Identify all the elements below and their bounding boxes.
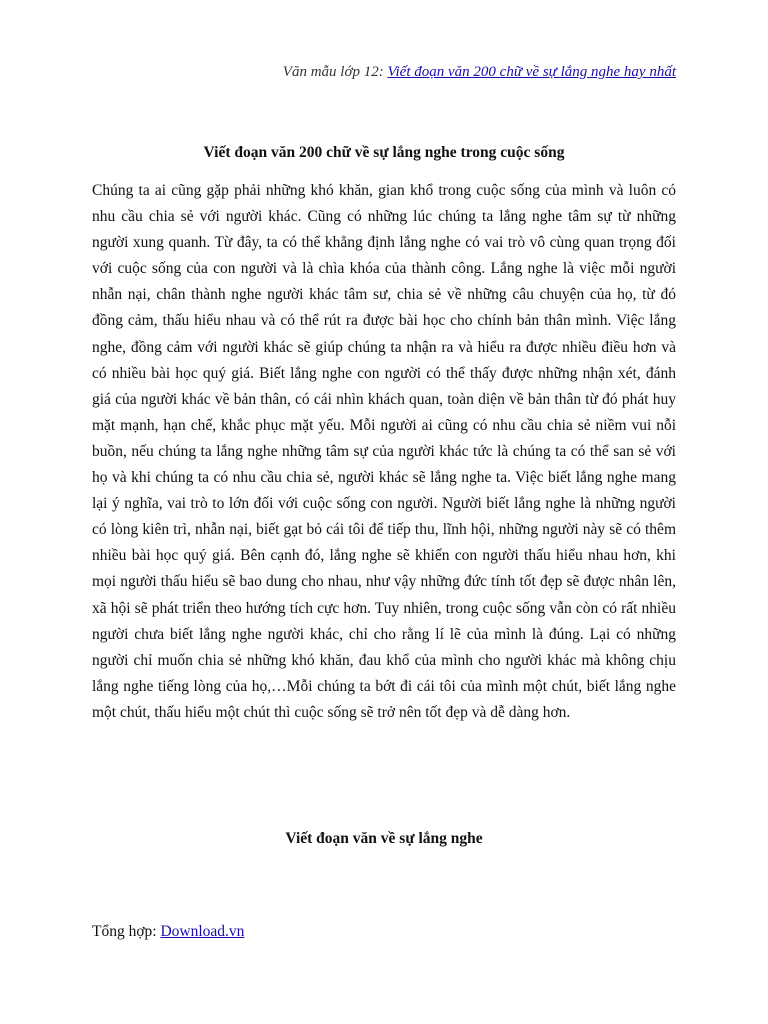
header-prefix: Văn mẫu lớp 12: bbox=[282, 64, 388, 80]
footer-source-link[interactable]: Download.vn bbox=[160, 923, 245, 940]
footer-line bbox=[92, 923, 244, 941]
document-page bbox=[92, 0, 676, 1024]
header-line bbox=[283, 64, 676, 81]
header-article-link[interactable]: Viết đoạn văn 200 chữ về sự lắng nghe hay nhất bbox=[387, 64, 676, 80]
body-paragraph: Chúng ta ai cũng gặp phải những khó khăn, gian khổ trong cuộc sống của mình và luôn có nhu cầu chia sẻ với người khác. Cũng có những lúc chúng ta lắng nghe tâm sự từ những người xung quanh. Từ đây, ta có thể khẳng định lắng nghe có vai trò vô cùng quan trọng đối với cuộc sống của con người và là chìa khóa của thành công. Lắng nghe là việc mỗi người nhẫn nại, chân thành nghe người khác tâm sư, chia sẻ về những câu chuyện của họ, từ đó đồng cảm, thấu hiểu nhau và có thể rút ra được bài học cho chính bản thân mình. Việc lắng nghe, đồng cảm với người khác sẽ giúp chúng ta nhận ra và hiểu ra được nhiều điều hơn và có nhiều bài học quý giá. Biết lắng nghe con người có thể thấy được những nhận xét, đánh giá của người khác về bản thân, có cái nhìn khách quan, toàn diện về bản thân từ đó phát huy mặt mạnh, hạn chế, khắc phục mặt yếu. Mỗi người ai cũng có nhu cầu chia sẻ niềm vui nỗi buồn, nếu chúng ta lắng nghe những tâm sự của người khác tức là chúng ta có thể san sẻ với họ và khi chúng ta có nhu cầu chia sẻ, người khác sẽ lắng nghe ta. Việc biết lắng nghe mang lại ý nghĩa, vai trò to lớn đối với cuộc sống con người. Người biết lắng nghe là những người có lòng kiên trì, nhẫn nại, biết gạt bỏ cái tôi để tiếp thu, lĩnh hội, những người này sẽ có thêm nhiều bài học quý giá. Bên cạnh đó, lắng nghe sẽ khiến con người thấu hiểu nhau hơn, khi mọi người thấu hiểu sẽ bao dung cho nhau, như vậy những đức tính tốt đẹp sẽ được nhân lên, xã hội sẽ phát triển theo hướng tích cực hơn. Tuy nhiên, trong cuộc sống vẫn còn có rất nhiều người chưa biết lắng nghe người khác, chỉ cho rằng lí lẽ của mình là đúng. Lại có những người chỉ muốn chia sẻ những khó khăn, đau khổ của mình cho người khác mà không chịu lắng nghe tiếng lòng của họ,…Mỗi chúng ta bớt đi cái tôi của mình một chút, biết lắng nghe một chút, thấu hiểu một chút thì cuộc sống sẽ trở nên tốt đẹp và dễ dàng hơn. bbox=[92, 182, 676, 721]
document-title: Viết đoạn văn 200 chữ về sự lắng nghe trong cuộc sống bbox=[203, 144, 565, 161]
section-subtitle: Viết đoạn văn về sự lắng nghe bbox=[285, 830, 483, 847]
footer-prefix: Tổng hợp: bbox=[92, 923, 161, 940]
